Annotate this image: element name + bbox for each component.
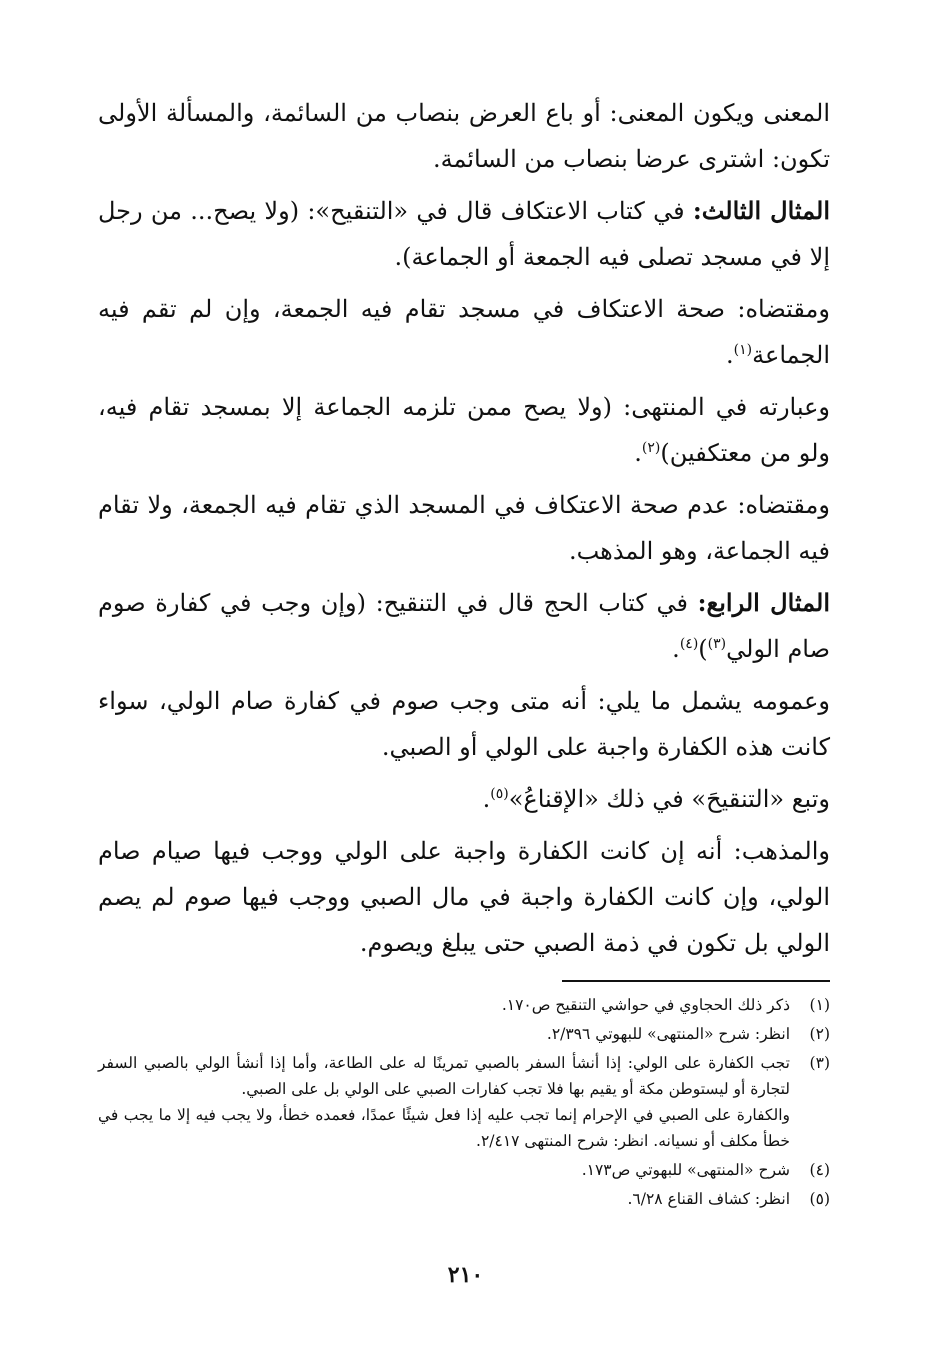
footnote-number: (٥) [809,1190,830,1208]
footnote-text [98,1186,790,1212]
paragraph-text: ومقتضاه: عدم صحة الاعتكاف في المسجد الذي تقام فيه الجمعة، ولا تقام فيه الجماعة، وهو المذهب. [98,491,830,565]
footnote-text [98,1050,790,1154]
footnote-text [98,992,790,1018]
example-heading: المثال الثالث: [692,196,830,225]
paragraph-text: في كتاب الاعتكاف قال في «التنقيح»: (ولا يصح... من رجل إلا في مسجد تصلى فيه الجمعة أو الجماعة). [98,197,830,271]
footnote-number: (٤) [809,1161,830,1179]
footnote-line: شرح «المنتهى» للبهوتي ص١٧٣. [581,1161,790,1179]
footnote-divider [562,980,830,982]
paragraph-text: وعمومه يشمل ما يلي: أنه متى وجب صوم في كفارة صام الولي، سواء كانت هذه الكفارة واجبة على الولي أو الصبي. [98,687,830,761]
footnote-line: تجب الكفارة على الولي: إذا أنشأ السفر بالصبي تمرينًا له على الطاعة، وأما إذا أنشأ الولي بالصبي السفر لتجارة أو ليستوطن مكة أو يقيم بها فلا تجب كفارات الصبي على الولي بل على الصبي. [98,1054,790,1098]
page-number: ٢١٠ [447,1262,484,1288]
punctuation: . [672,635,680,663]
footnote-ref[interactable]: (٢) [641,440,661,456]
paragraph-text: وتبع «التنقيحَ» في ذلك «الإقناعُ» [508,785,830,813]
footnote-number: (٣) [809,1054,830,1072]
footnote-3 [98,1050,830,1154]
example-heading: المثال الرابع: [697,588,831,617]
punctuation: . [634,439,642,467]
footnote-text [98,1157,790,1183]
footnote-1 [98,992,830,1018]
paragraph-text: المعنى ويكون المعنى: أو باع العرض بنصاب من السائمة، والمسألة الأولى تكون: اشترى عرضا بنصاب من السائمة. [98,99,830,173]
paragraph-4 [98,384,830,476]
paragraph-7 [98,678,830,770]
footnote-line: انظر: كشاف القناع ٦/٢٨. [627,1190,790,1208]
footnote-line: ذكر ذلك الحجاوي في حواشي التنقيح ص١٧٠. [501,996,790,1014]
paragraph-2 [98,188,830,280]
punctuation: . [482,785,491,813]
footnote-2 [98,1021,830,1047]
footnote-ref[interactable]: (١) [733,342,753,358]
punctuation: . [726,341,734,369]
paragraph-text: وعبارته في المنتهى: (ولا يصح ممن تلزمه الجماعة إلا بمسجد تقام فيه، ولو من معتكفين) [98,393,831,467]
footnote-number: (١) [809,996,830,1014]
footnote-4 [98,1157,830,1183]
footnote-ref[interactable]: (٥) [490,786,509,802]
paragraph-text: والمذهب: أنه إن كانت الكفارة واجبة على الولي ووجب فيها صيام صام الولي، وإن كانت الكفارة واجبة في مال الصبي ووجب فيها صوم لم يصم الولي بل تكون في ذمة الصبي حتى يبلغ ويصوم. [98,837,830,957]
paragraph-8 [98,776,830,822]
footnote-text [98,1021,790,1047]
footnote-line: والكفارة على الصبي في الإحرام إنما تجب عليه إذا فعل شيئًا عمدًا، فعمده خطأ، ولا يجب فيه إلا ما يجب في خطأ مكلف أو نسيانه. انظر: شرح المنتهى ٢/٤١٧. [98,1106,790,1150]
footnote-ref[interactable]: (٣) [707,636,727,652]
paragraph-1 [98,90,830,182]
main-text [98,90,830,972]
paragraph-5 [98,482,830,574]
footnote-ref[interactable]: (٤) [679,636,699,652]
paragraph-9 [98,828,830,966]
footnote-5 [98,1186,830,1212]
paragraph-text: في كتاب الحج قال في التنقيح: (وإن وجب في كفارة صوم صام الولي [98,589,830,663]
footnotes [98,992,830,1215]
paragraph-3 [98,286,830,378]
paragraph-6 [98,580,830,672]
paragraph-text: ومقتضاه: صحة الاعتكاف في مسجد تقام فيه الجمعة، وإن لم تقم فيه الجماعة [98,295,830,369]
paragraph-text: ) [698,635,708,663]
footnote-line: انظر: شرح «المنتهى» للبهوتي ٢/٣٩٦. [546,1025,790,1043]
footnote-number: (٢) [809,1025,830,1043]
